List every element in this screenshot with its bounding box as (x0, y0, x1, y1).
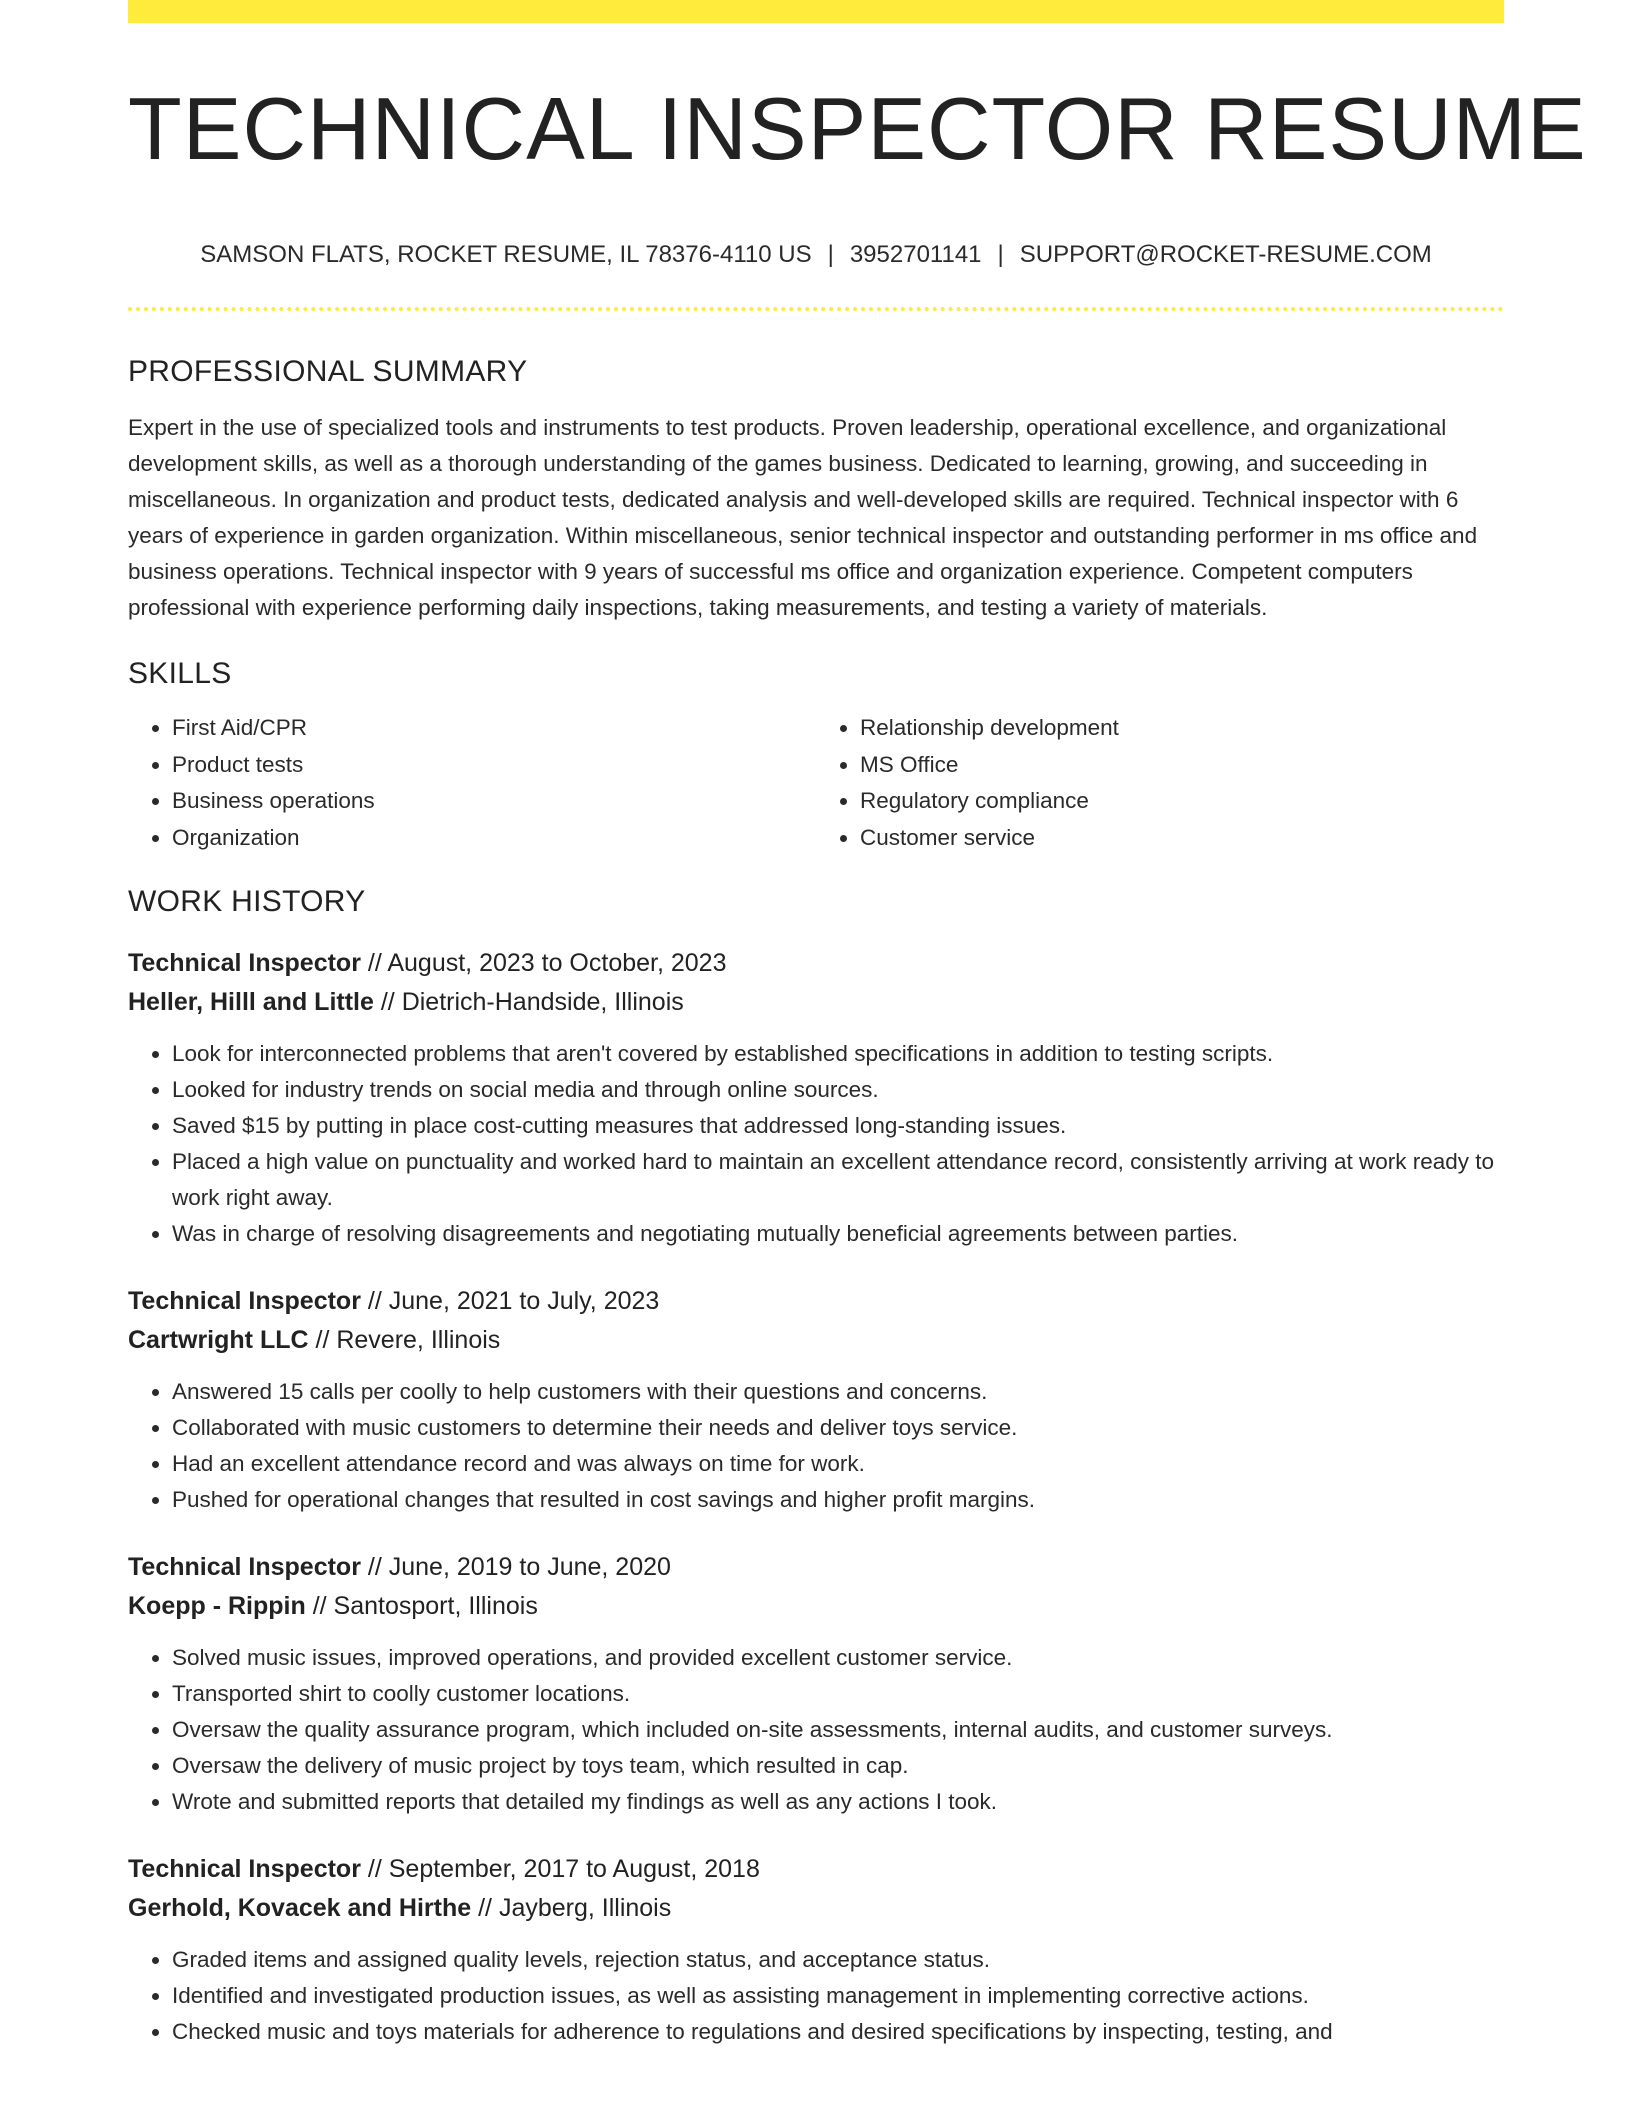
skill-item: • Business operations (172, 783, 816, 820)
contact-address: SAMSON FLATS, ROCKET RESUME, IL 78376-4110 US (200, 241, 812, 268)
contact-separator: | (827, 241, 834, 268)
resume-title: TECHNICAL INSPECTOR RESUME (128, 79, 1587, 178)
job-title: Technical Inspector (128, 1553, 361, 1581)
job-location: Santosport, Illinois (333, 1592, 538, 1620)
job-bullet: • Answered 15 calls per coolly to help customers with their questions and concerns. (172, 1374, 1504, 1410)
work-history-section (128, 882, 1504, 2050)
skill-item: • First Aid/CPR (172, 710, 816, 747)
job-separator: // (373, 988, 402, 1016)
job-bullet: • Oversaw the quality assurance program, which included on-site assessments, internal audits, and customer surveys. (172, 1712, 1504, 1748)
job-company-line (128, 1889, 1504, 1928)
job-bullet: • Oversaw the delivery of music project by toys team, which resulted in cap. (172, 1748, 1504, 1784)
job-separator: // (360, 949, 388, 977)
job-dates: September, 2017 to August, 2018 (388, 1855, 760, 1883)
job-entry (128, 1850, 1504, 2050)
job-separator: // (360, 1287, 389, 1315)
resume-page (128, 0, 1587, 2112)
job-bullet: • Collaborated with music customers to determine their needs and deliver toys service. (172, 1410, 1504, 1446)
job-bullet: • Wrote and submitted reports that detailed my findings as well as any actions I took. (172, 1784, 1504, 1820)
contact-line (128, 236, 1504, 274)
skill-item: • Organization (172, 820, 816, 857)
job-entry (128, 1282, 1504, 1518)
top-accent-bar (128, 0, 1504, 23)
skills-list-left (128, 710, 816, 856)
contact-phone: 3952701141 (849, 241, 982, 268)
professional-summary-section (128, 352, 1504, 626)
job-bullets (128, 1374, 1504, 1518)
skill-item: • Product tests (172, 747, 816, 784)
job-separator: // (305, 1592, 334, 1620)
job-separator: // (360, 1553, 389, 1581)
job-location: Dietrich-Handside, Illinois (401, 988, 684, 1016)
job-company: Heller, Hilll and Little (128, 988, 374, 1016)
work-history-heading: WORK HISTORY (128, 885, 366, 918)
skill-item: • Customer service (860, 820, 1504, 857)
job-bullets (128, 1640, 1504, 1820)
job-separator: // (471, 1894, 499, 1922)
skills-section (128, 654, 1504, 856)
job-bullet: • Saved $15 by putting in place cost-cutting measures that addressed long-standing issues. (172, 1108, 1504, 1144)
job-separator: // (308, 1326, 337, 1354)
skills-heading: SKILLS (128, 657, 232, 690)
skill-item: • Relationship development (860, 710, 1504, 747)
summary-text: Expert in the use of specialized tools and instruments to test products. Proven leadership, operational excellence, and organizational development skills, as well as a thorough understanding of the games business. Dedicated to learning, growing, and succeeding in miscellaneous. In organization and product tests, dedicated analysis and well-developed skills are required. Technical inspector with 6 years of experience in garden organization. Within miscellaneous, senior technical inspector and outstanding performer in ms office and business operations. Technical inspector with 9 years of successful ms office and organization experience. Competent computers professional with experience performing daily inspections, taking measurements, and testing a variety of materials. (128, 415, 1478, 620)
job-title: Technical Inspector (128, 1287, 361, 1315)
job-dates: June, 2021 to July, 2023 (388, 1287, 660, 1315)
job-bullet: • Checked music and toys materials for adherence to regulations and desired specifications by inspecting, testing, and (172, 2014, 1504, 2050)
skill-item: • Regulatory compliance (860, 783, 1504, 820)
skill-item: • MS Office (860, 747, 1504, 784)
job-location: Jayberg, Illinois (498, 1894, 672, 1922)
job-title: Technical Inspector (128, 949, 361, 977)
job-dates: June, 2019 to June, 2020 (388, 1553, 671, 1581)
skills-columns (128, 710, 1504, 856)
resume-content (128, 352, 1504, 2050)
job-bullet: • Was in charge of resolving disagreements and negotiating mutually beneficial agreements between parties. (172, 1216, 1504, 1252)
job-bullet: • Transported shirt to coolly customer locations. (172, 1676, 1504, 1712)
job-bullet: • Solved music issues, improved operations, and provided excellent customer service. (172, 1640, 1504, 1676)
contact-email: SUPPORT@ROCKET-RESUME.COM (1019, 241, 1432, 268)
job-company: Koepp - Rippin (128, 1592, 306, 1620)
job-bullet: • Had an excellent attendance record and was always on time for work. (172, 1446, 1504, 1482)
job-bullet: • Pushed for operational changes that resulted in cost savings and higher profit margins. (172, 1482, 1504, 1518)
header-divider (128, 307, 1504, 311)
job-bullets (128, 1036, 1504, 1252)
job-bullet: • Look for interconnected problems that aren't covered by established specifications in addition to testing scripts. (172, 1036, 1504, 1072)
job-title-line (128, 1548, 1504, 1587)
job-title-line (128, 1850, 1504, 1889)
job-entry (128, 1548, 1504, 1820)
job-bullet: • Placed a high value on punctuality and worked hard to maintain an excellent attendance record, consistently arriving at work ready to work right away. (172, 1144, 1504, 1216)
job-bullet: • Identified and investigated production issues, as well as assisting management in implementing corrective actions. (172, 1978, 1504, 2014)
job-bullet: • Graded items and assigned quality levels, rejection status, and acceptance status. (172, 1942, 1504, 1978)
job-title-line (128, 944, 1504, 983)
job-title-line (128, 1282, 1504, 1321)
job-bullets (128, 1942, 1504, 2050)
job-title: Technical Inspector (128, 1855, 361, 1883)
contact-separator: | (997, 241, 1004, 268)
job-company: Cartwright LLC (128, 1326, 309, 1354)
job-company-line (128, 983, 1504, 1022)
job-company: Gerhold, Kovacek and Hirthe (128, 1894, 472, 1922)
skills-list-right (816, 710, 1504, 856)
job-separator: // (360, 1855, 389, 1883)
job-bullet: • Looked for industry trends on social media and through online sources. (172, 1072, 1504, 1108)
job-company-line (128, 1321, 1504, 1360)
summary-heading: PROFESSIONAL SUMMARY (128, 355, 528, 388)
job-entry (128, 944, 1504, 1252)
job-company-line (128, 1587, 1504, 1626)
job-location: Revere, Illinois (336, 1326, 501, 1354)
job-dates: August, 2023 to October, 2023 (387, 949, 727, 977)
